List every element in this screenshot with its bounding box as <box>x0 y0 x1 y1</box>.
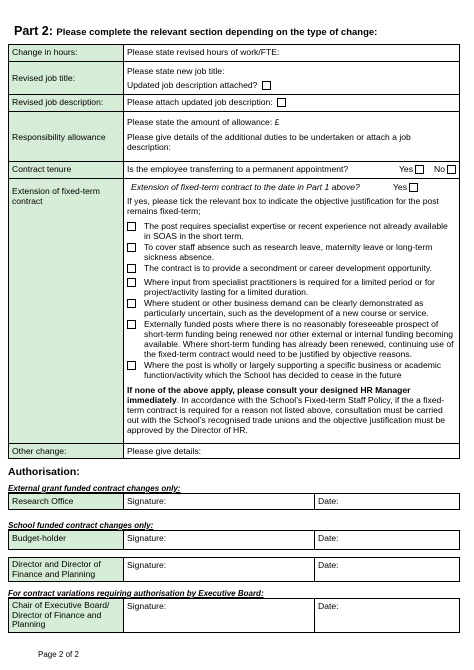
other-change-field[interactable]: Please give details: <box>124 444 460 459</box>
page-number: Page 2 of 2 <box>38 650 79 659</box>
responsibility-field[interactable] <box>124 112 460 162</box>
date-field[interactable]: Date: <box>315 494 460 510</box>
extension-yes-checkbox[interactable] <box>409 183 418 192</box>
extension-label: Extension of fixed-term contract <box>9 179 124 444</box>
justification-text: Where input from specialist practitioners is required for a limited period or for project/activity lasting for a limited duration. <box>144 277 435 298</box>
justification-checkbox[interactable] <box>127 299 136 308</box>
justification-checkbox[interactable] <box>127 243 136 252</box>
hours-field[interactable]: Please state revised hours of work/FTE: <box>124 45 460 62</box>
auth-subtitle-executive: For contract variations requiring authorisation by Executive Board: <box>8 589 264 598</box>
row-other <box>9 444 460 459</box>
justification-text: Where the post is wholly or largely supporting a specific business or academic function/activity which the School has decided to cease in the future <box>144 360 442 381</box>
auth-table-school <box>8 530 460 582</box>
row-job-title <box>9 62 460 95</box>
job-title-prompt: Please state new job title: <box>127 66 225 76</box>
date-field[interactable]: Date: <box>315 599 460 633</box>
tenure-yes-label: Yes <box>398 164 413 174</box>
tenure-question: Is the employee transferring to a permanent appointment? <box>127 164 349 174</box>
auth-spacer-row <box>9 550 460 558</box>
justification-option <box>127 360 456 380</box>
signature-field[interactable]: Signature: <box>124 599 315 633</box>
date-field[interactable]: Date: <box>315 558 460 582</box>
extension-question: Extension of fixed-term contract to the date in Part 1 above? <box>131 182 360 192</box>
justification-checkbox[interactable] <box>127 320 136 329</box>
auth-role-label: Director and Director of Finance and Planning <box>9 558 124 582</box>
justification-text: Where student or other business demand can be clearly demonstrated as particularly uncertain, such as the development of a new course or service. <box>144 298 429 319</box>
justification-checkbox[interactable] <box>127 264 136 273</box>
job-description-label: Revised job description: <box>9 95 124 112</box>
justification-text: To cover staff absence such as research leave, maternity leave or long-term sickness absence. <box>144 242 433 263</box>
allowance-amount-prompt: Please state the amount of allowance: £ <box>127 117 280 127</box>
signature-field[interactable]: Signature: <box>124 531 315 550</box>
justification-option <box>127 221 456 241</box>
signature-field[interactable]: Signature: <box>124 558 315 582</box>
row-extension <box>9 179 460 444</box>
justification-option <box>127 319 456 359</box>
auth-subtitle-external: External grant funded contract changes only: <box>8 484 181 493</box>
job-title-field[interactable] <box>124 62 460 95</box>
job-description-checkbox[interactable] <box>277 98 286 107</box>
part-label: Part 2: <box>14 24 53 38</box>
additional-duties-prompt: Please give details of the additional duties to be undertaken or attach a job description: <box>127 132 411 152</box>
consult-hr-note-text: . In accordance with the School’s Fixed-term Staff Policy, if the a fixed-term contract is required for a reason not listed above, consultation must be carried out with the School’s recognised trade unions and the objective justification must be approved by the Director of HR. <box>127 395 446 436</box>
job-description-attached-checkbox[interactable] <box>262 81 271 90</box>
tenure-label: Contract tenure <box>9 162 124 179</box>
page-heading <box>14 24 377 38</box>
tenure-yes-checkbox[interactable] <box>415 165 424 174</box>
authorisation-title: Authorisation: <box>8 466 80 478</box>
auth-row <box>9 531 460 550</box>
justification-checkbox[interactable] <box>127 361 136 370</box>
auth-row <box>9 494 460 510</box>
justification-text: The contract is to provide a secondment or career development opportunity. <box>144 263 432 274</box>
job-description-field[interactable] <box>124 95 460 112</box>
part-instruction: Please complete the relevant section depending on the type of change: <box>56 27 378 38</box>
row-responsibility <box>9 112 460 162</box>
consult-hr-note-bold: If none of the above apply, please consult your designed HR Manager immediately <box>127 385 411 406</box>
justification-option <box>127 298 456 318</box>
justification-checkbox[interactable] <box>127 222 136 231</box>
justification-option <box>127 263 456 273</box>
tenure-no-checkbox[interactable] <box>447 165 456 174</box>
auth-role-label: Budget-holder <box>9 531 124 550</box>
justification-option <box>127 277 456 297</box>
signature-field[interactable]: Signature: <box>124 494 315 510</box>
responsibility-label: Responsibility allowance <box>9 112 124 162</box>
part2-table <box>8 44 460 459</box>
tenure-field <box>124 162 460 179</box>
auth-role-label: Research Office <box>9 494 124 510</box>
job-description-attached-question: Updated job description attached? <box>127 80 258 90</box>
justification-checkbox[interactable] <box>127 278 136 287</box>
row-job-description <box>9 95 460 112</box>
job-title-label: Revised job title: <box>9 62 124 95</box>
justification-text: The post requires specialist expertise or recent experience not already available in SOAS in the short term. <box>144 221 448 242</box>
justification-text: Externally funded posts where there is no reasonably foreseeable prospect of short-term funding being renewed nor other external or internal funding becoming available. Where short-term funding has already been renewed, continuing use of the fixed-term contract would need to be justified by objective reasons. <box>144 319 454 360</box>
row-tenure <box>9 162 460 179</box>
justification-option <box>127 242 456 262</box>
hours-label: Change in hours: <box>9 45 124 62</box>
extension-intro: If yes, please tick the relevant box to indicate the objective justification for the post remains fixed-term; <box>127 196 439 217</box>
auth-table-external <box>8 493 460 510</box>
job-description-prompt: Please attach updated job description: <box>127 97 273 107</box>
other-change-label: Other change: <box>9 444 124 459</box>
extension-field <box>124 179 460 444</box>
tenure-no-label: No <box>434 164 445 174</box>
auth-role-label: Chair of Executive Board/ Director of Finance and Planning <box>9 599 124 633</box>
extension-yes-label: Yes <box>392 182 407 192</box>
date-field[interactable]: Date: <box>315 531 460 550</box>
auth-subtitle-school: School funded contract changes only: <box>8 521 154 530</box>
auth-row <box>9 599 460 633</box>
consult-hr-note <box>127 385 456 435</box>
auth-row <box>9 558 460 582</box>
row-hours <box>9 45 460 62</box>
auth-table-executive <box>8 598 460 633</box>
